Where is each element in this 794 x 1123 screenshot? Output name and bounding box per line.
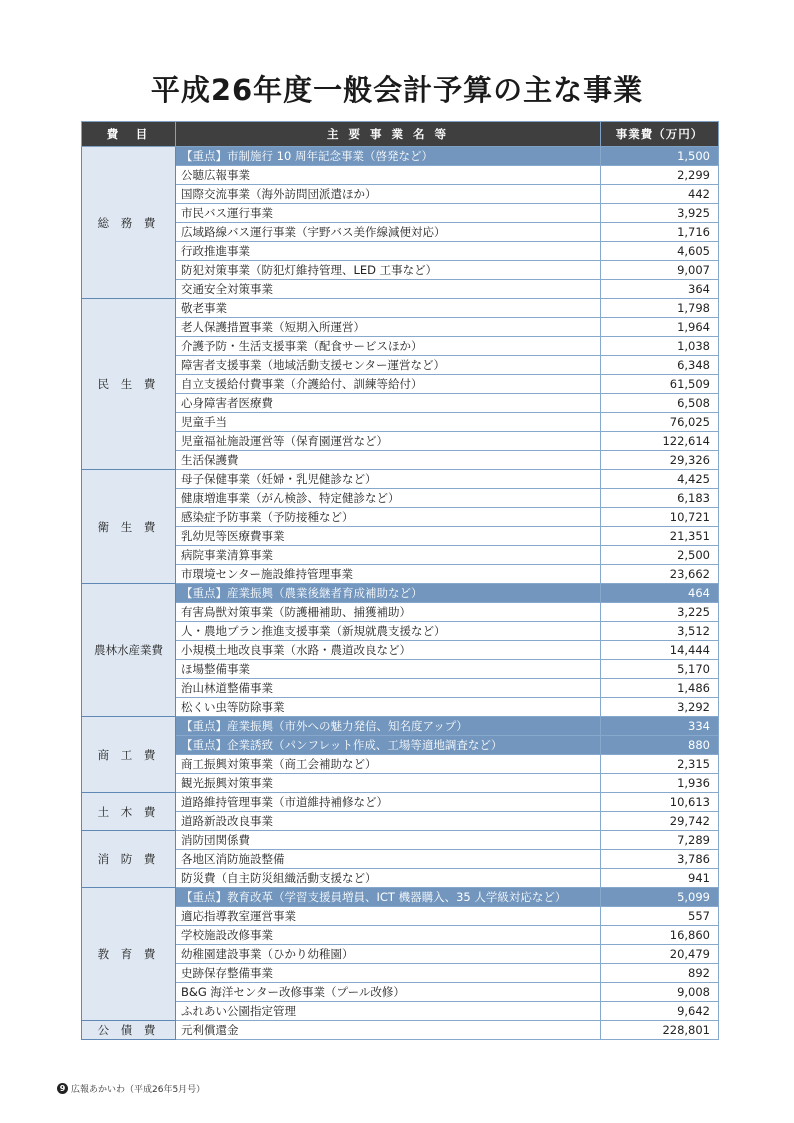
table-row xyxy=(82,204,719,223)
amount-cell: 6,508 xyxy=(601,394,719,413)
amount-cell: 1,486 xyxy=(601,679,719,698)
amount-cell: 14,444 xyxy=(601,641,719,660)
project-name-cell: 老人保護措置事業（短期入所運営） xyxy=(176,318,601,337)
amount-cell: 1,716 xyxy=(601,223,719,242)
amount-cell: 1,500 xyxy=(601,147,719,166)
category-cell: 公 債 費 xyxy=(82,1021,176,1040)
project-name-cell: 治山林道整備事業 xyxy=(176,679,601,698)
project-name-cell: 適応指導教室運営事業 xyxy=(176,907,601,926)
amount-cell: 9,007 xyxy=(601,261,719,280)
category-cell: 農林水産業費 xyxy=(82,584,176,717)
amount-cell: 334 xyxy=(601,717,719,736)
table-row xyxy=(82,736,719,755)
table-header-row xyxy=(82,122,719,147)
amount-cell: 892 xyxy=(601,964,719,983)
table-row xyxy=(82,166,719,185)
table-row xyxy=(82,622,719,641)
project-name-cell: 【重点】市制施行 10 周年記念事業（啓発など） xyxy=(176,147,601,166)
table-row xyxy=(82,641,719,660)
project-name-cell: 児童福祉施設運営等（保育園運営など） xyxy=(176,432,601,451)
project-name-cell: 各地区消防施設整備 xyxy=(176,850,601,869)
project-name-cell: 小規模土地改良事業（水路・農道改良など） xyxy=(176,641,601,660)
amount-cell: 6,348 xyxy=(601,356,719,375)
table-row xyxy=(82,508,719,527)
table-row xyxy=(82,261,719,280)
category-cell: 消 防 費 xyxy=(82,831,176,888)
table-row xyxy=(82,413,719,432)
amount-cell: 29,326 xyxy=(601,451,719,470)
amount-cell: 5,170 xyxy=(601,660,719,679)
amount-cell: 16,860 xyxy=(601,926,719,945)
amount-cell: 9,642 xyxy=(601,1002,719,1021)
table-row xyxy=(82,793,719,812)
header-project: 主 要 事 業 名 等 xyxy=(176,122,601,147)
table-row xyxy=(82,565,719,584)
table-row xyxy=(82,489,719,508)
amount-cell: 122,614 xyxy=(601,432,719,451)
project-name-cell: 交通安全対策事業 xyxy=(176,280,601,299)
publication-name: 広報あかいわ（平成26年5月号） xyxy=(71,1085,206,1095)
project-name-cell: 【重点】企業誘致（パンフレット作成、工場等適地調査など） xyxy=(176,736,601,755)
project-name-cell: 感染症予防事業（予防接種など） xyxy=(176,508,601,527)
amount-cell: 1,936 xyxy=(601,774,719,793)
table-row xyxy=(82,1002,719,1021)
category-cell: 土 木 費 xyxy=(82,793,176,831)
project-name-cell: 有害鳥獣対策事業（防護柵補助、捕獲補助） xyxy=(176,603,601,622)
project-name-cell: 心身障害者医療費 xyxy=(176,394,601,413)
project-name-cell: 商工振興対策事業（商工会補助など） xyxy=(176,755,601,774)
project-name-cell: 介護予防・生活支援事業（配食サービスほか） xyxy=(176,337,601,356)
project-name-cell: 自立支援給付費事業（介護給付、訓練等給付） xyxy=(176,375,601,394)
project-name-cell: 生活保護費 xyxy=(176,451,601,470)
project-name-cell: 国際交流事業（海外訪問団派遣ほか） xyxy=(176,185,601,204)
amount-cell: 442 xyxy=(601,185,719,204)
amount-cell: 10,721 xyxy=(601,508,719,527)
table-row xyxy=(82,470,719,489)
page-title: 平成26年度一般会計予算の主な事業 xyxy=(150,73,644,107)
project-name-cell: 観光振興対策事業 xyxy=(176,774,601,793)
category-cell: 商 工 費 xyxy=(82,717,176,793)
amount-cell: 2,500 xyxy=(601,546,719,565)
category-cell: 教 育 費 xyxy=(82,888,176,1021)
table-row xyxy=(82,983,719,1002)
table-row xyxy=(82,280,719,299)
project-name-cell: 元利償還金 xyxy=(176,1021,601,1040)
project-name-cell: 防災費（自主防災組織活動支援など） xyxy=(176,869,601,888)
project-name-cell: 健康増進事業（がん検診、特定健診など） xyxy=(176,489,601,508)
project-name-cell: 広域路線バス運行事業（宇野バス美作線減便対応） xyxy=(176,223,601,242)
project-name-cell: 公聴広報事業 xyxy=(176,166,601,185)
table-row xyxy=(82,546,719,565)
table-row xyxy=(82,603,719,622)
project-name-cell: ふれあい公園指定管理 xyxy=(176,1002,601,1021)
page-footer xyxy=(57,1082,205,1095)
amount-cell: 2,299 xyxy=(601,166,719,185)
amount-cell: 1,038 xyxy=(601,337,719,356)
amount-cell: 2,315 xyxy=(601,755,719,774)
header-amount: 事業費（万円） xyxy=(601,122,719,147)
project-name-cell: 市環境センター施設維持管理事業 xyxy=(176,565,601,584)
project-name-cell: 障害者支援事業（地域活動支援センター運営など） xyxy=(176,356,601,375)
amount-cell: 364 xyxy=(601,280,719,299)
project-name-cell: 母子保健事業（妊婦・乳児健診など） xyxy=(176,470,601,489)
table-row xyxy=(82,223,719,242)
amount-cell: 4,605 xyxy=(601,242,719,261)
amount-cell: 23,662 xyxy=(601,565,719,584)
project-name-cell: 消防団関係費 xyxy=(176,831,601,850)
table-row xyxy=(82,394,719,413)
amount-cell: 557 xyxy=(601,907,719,926)
table-row xyxy=(82,375,719,394)
table-row xyxy=(82,660,719,679)
project-name-cell: 史跡保存整備事業 xyxy=(176,964,601,983)
table-row xyxy=(82,850,719,869)
amount-cell: 20,479 xyxy=(601,945,719,964)
category-cell: 民 生 費 xyxy=(82,299,176,470)
table-row xyxy=(82,717,719,736)
amount-cell: 3,786 xyxy=(601,850,719,869)
amount-cell: 3,925 xyxy=(601,204,719,223)
amount-cell: 29,742 xyxy=(601,812,719,831)
table-row xyxy=(82,318,719,337)
project-name-cell: 松くい虫等防除事業 xyxy=(176,698,601,717)
amount-cell: 228,801 xyxy=(601,1021,719,1040)
project-name-cell: ほ場整備事業 xyxy=(176,660,601,679)
amount-cell: 9,008 xyxy=(601,983,719,1002)
amount-cell: 4,425 xyxy=(601,470,719,489)
table-row xyxy=(82,432,719,451)
table-row xyxy=(82,964,719,983)
table-row xyxy=(82,451,719,470)
table-row xyxy=(82,774,719,793)
table-row xyxy=(82,147,719,166)
category-cell: 総 務 費 xyxy=(82,147,176,299)
table-row xyxy=(82,337,719,356)
table-row xyxy=(82,812,719,831)
table-row xyxy=(82,869,719,888)
table-row xyxy=(82,1021,719,1040)
amount-cell: 941 xyxy=(601,869,719,888)
amount-cell: 61,509 xyxy=(601,375,719,394)
project-name-cell: 【重点】産業振興（市外への魅力発信、知名度アップ） xyxy=(176,717,601,736)
amount-cell: 3,225 xyxy=(601,603,719,622)
table-row xyxy=(82,831,719,850)
table-row xyxy=(82,698,719,717)
amount-cell: 3,292 xyxy=(601,698,719,717)
project-name-cell: 道路新設改良事業 xyxy=(176,812,601,831)
project-name-cell: B&G 海洋センター改修事業（プール改修） xyxy=(176,983,601,1002)
table-row xyxy=(82,945,719,964)
amount-cell: 6,183 xyxy=(601,489,719,508)
table-row xyxy=(82,907,719,926)
project-name-cell: 乳幼児等医療費事業 xyxy=(176,527,601,546)
header-category: 費 目 xyxy=(82,122,176,147)
project-name-cell: 病院事業清算事業 xyxy=(176,546,601,565)
category-cell: 衛 生 費 xyxy=(82,470,176,584)
project-name-cell: 人・農地プラン推進支援事業（新規就農支援など） xyxy=(176,622,601,641)
project-name-cell: 幼稚園建設事業（ひかり幼稚園） xyxy=(176,945,601,964)
amount-cell: 76,025 xyxy=(601,413,719,432)
budget-table-body xyxy=(82,147,719,1040)
amount-cell: 3,512 xyxy=(601,622,719,641)
amount-cell: 5,099 xyxy=(601,888,719,907)
table-row xyxy=(82,356,719,375)
amount-cell: 21,351 xyxy=(601,527,719,546)
table-row xyxy=(82,926,719,945)
budget-table xyxy=(81,121,719,1040)
project-name-cell: 児童手当 xyxy=(176,413,601,432)
page-number: 9 xyxy=(57,1083,68,1094)
amount-cell: 880 xyxy=(601,736,719,755)
project-name-cell: 道路維持管理事業（市道維持補修など） xyxy=(176,793,601,812)
table-row xyxy=(82,527,719,546)
table-row xyxy=(82,185,719,204)
table-row xyxy=(82,242,719,261)
amount-cell: 7,289 xyxy=(601,831,719,850)
table-row xyxy=(82,679,719,698)
project-name-cell: 敬老事業 xyxy=(176,299,601,318)
amount-cell: 10,613 xyxy=(601,793,719,812)
project-name-cell: 防犯対策事業（防犯灯維持管理、LED 工事など） xyxy=(176,261,601,280)
amount-cell: 464 xyxy=(601,584,719,603)
table-row xyxy=(82,584,719,603)
project-name-cell: 市民バス運行事業 xyxy=(176,204,601,223)
table-row xyxy=(82,755,719,774)
table-row xyxy=(82,299,719,318)
project-name-cell: 【重点】産業振興（農業後継者育成補助など） xyxy=(176,584,601,603)
project-name-cell: 行政推進事業 xyxy=(176,242,601,261)
amount-cell: 1,964 xyxy=(601,318,719,337)
table-row xyxy=(82,888,719,907)
project-name-cell: 学校施設改修事業 xyxy=(176,926,601,945)
amount-cell: 1,798 xyxy=(601,299,719,318)
project-name-cell: 【重点】教育改革（学習支援員増員、ICT 機器購入、35 人学級対応など） xyxy=(176,888,601,907)
